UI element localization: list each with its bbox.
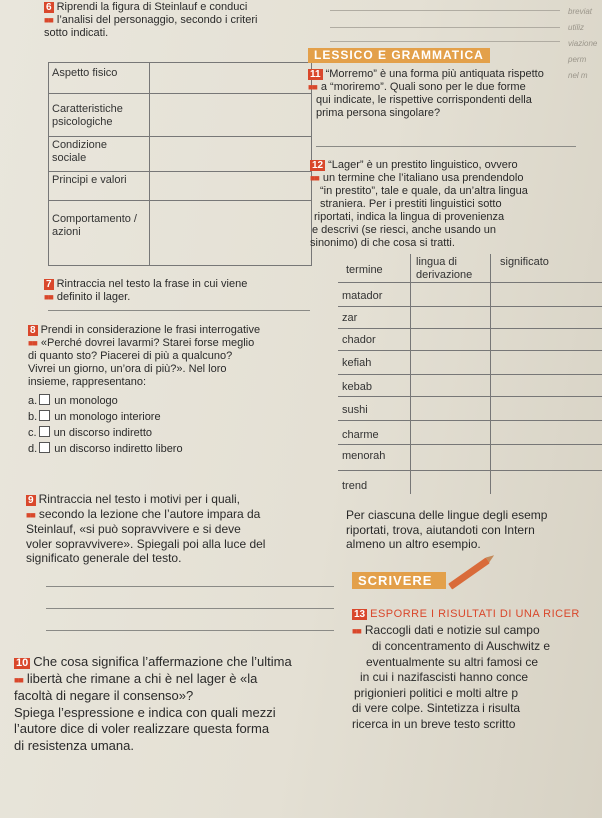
- exercise-text: ricerca in un breve testo scritto: [352, 716, 516, 731]
- exercise-text: significato generale del testo.: [26, 551, 182, 565]
- exercise-text: Che cosa significa l’affermazione che l’ultima: [33, 654, 292, 669]
- exercise-number: 11: [310, 69, 321, 80]
- exercise-text: a “moriremo”. Quali sono per le due forme: [320, 81, 526, 93]
- exercise-number: 10: [16, 657, 29, 669]
- exercise-heading: ESPORRE I RISULTATI DI UNA RICER: [370, 608, 580, 620]
- answer-cell[interactable]: [150, 63, 311, 265]
- exercise-9: [26, 492, 336, 566]
- lessico-banner: LESSICO E GRAMMATICA: [308, 48, 490, 63]
- exercise-text: facoltà di negare il consenso»?: [14, 688, 194, 703]
- exercise-text: «Perché dovrei lavarmi? Starei forse meglio: [40, 337, 255, 349]
- column-header: termine: [346, 264, 383, 276]
- exercise-text: straniera. Per i prestiti linguistici sotto: [320, 198, 502, 210]
- exercise-text: di concentramento di Auschwitz e: [372, 639, 551, 653]
- exercise-text: di quanto sto? Piacerei di più a qualcuno?: [28, 350, 233, 362]
- term-cell: matador: [342, 290, 383, 302]
- column-header: lingua di derivazione: [416, 256, 473, 281]
- term-cell: zar: [342, 312, 358, 324]
- exercise-text: Raccogli dati e notizie sul campo: [364, 622, 540, 637]
- table-row-label: Comportamento / azioni: [52, 213, 137, 238]
- exercise-number: 9: [28, 495, 34, 506]
- exercise-text: sotto indicati.: [44, 27, 109, 39]
- exercise-text: l’analisi del personaggio, secondo i criteri: [56, 14, 258, 26]
- margin-note: viazione: [568, 39, 598, 48]
- option-a[interactable]: a. un monologo: [28, 395, 118, 407]
- scrivere-banner: SCRIVERE: [352, 572, 446, 589]
- exercise-text: Steinlauf, «si può sopravvivere e si deve: [26, 522, 241, 536]
- exercise-text: Vivrei un giorno, un’ora di più?». Nel loro: [28, 363, 227, 375]
- exercise-text: l’autore dice di voler realizzare questa forma: [14, 721, 270, 736]
- exercise-text: Rintraccia nel testo i motivi per i quali,: [38, 492, 240, 506]
- exercise-text: di vere colpe. Sintetizza i risulta: [352, 701, 521, 715]
- exercise-text: secondo la lezione che l’autore impara da: [38, 506, 261, 521]
- exercise-text: e descrivi (se riesci, anche usando un: [312, 224, 497, 236]
- exercise-text: riportati, indica la lingua di provenienza: [314, 211, 505, 223]
- term-cell: trend: [342, 480, 368, 492]
- exercise-13: [352, 606, 602, 732]
- exercise-number: 6: [46, 2, 52, 13]
- margin-note: perm: [568, 55, 587, 64]
- exercise-text: “Lager” è un prestito linguistico, ovvero: [328, 159, 518, 171]
- exercise-text: “in prestito”, tale e quale, da un’altra lingua: [320, 185, 528, 197]
- term-cell: sushi: [342, 404, 368, 416]
- margin-note: nel m: [568, 71, 588, 80]
- checkbox[interactable]: [39, 410, 50, 421]
- table-row-label: Caratteristiche psicologiche: [52, 103, 123, 128]
- term-cell: kebab: [342, 381, 372, 393]
- difficulty-icon: ■■: [28, 338, 37, 348]
- exercise-text: definito il lager.: [56, 291, 131, 303]
- exercise-text: almeno un altro esempio.: [346, 537, 481, 551]
- exercise-text: Spiega l’espressione e indica con quali mezzi: [14, 704, 276, 720]
- difficulty-icon: ■■: [352, 625, 361, 636]
- exercise-text: di resistenza umana.: [14, 737, 134, 753]
- exercise-text: sinonimo) di che cosa si tratti.: [310, 237, 455, 249]
- difficulty-icon: ■■: [26, 509, 35, 520]
- pencil-icon: [448, 557, 490, 589]
- exercise-text: Per ciascuna delle lingue degli esemp: [346, 508, 548, 522]
- exercise-11: [308, 68, 578, 120]
- exercise-text: prigionieri politici e molti altre p: [354, 685, 519, 700]
- exercise-text: Riprendi la figura di Steinlauf e conduci: [56, 1, 248, 13]
- difficulty-icon: ■■: [14, 674, 23, 685]
- term-cell: kefiah: [342, 357, 372, 369]
- exercise-text: qui indicate, le rispettive corrispondenti della: [316, 94, 532, 106]
- exercise-text: Rintraccia nel testo la frase in cui viene: [56, 278, 248, 290]
- term-cell: charme: [342, 429, 379, 441]
- option-b[interactable]: b. un monologo interiore: [28, 411, 161, 423]
- loanwords-table: [338, 254, 602, 494]
- exercise-number: 8: [30, 325, 36, 336]
- exercise-text: libertà che rimane a chi è nel lager è «la: [26, 670, 258, 686]
- checkbox[interactable]: [39, 442, 50, 453]
- difficulty-icon: ■■: [308, 82, 317, 92]
- difficulty-icon: ■■: [44, 292, 53, 302]
- exercise-text: prima persona singolare?: [316, 107, 441, 119]
- difficulty-icon: ■■: [310, 173, 319, 183]
- exercise-text: in cui i nazifascisti hanno conce: [360, 670, 529, 684]
- loanwords-followup: [346, 508, 602, 552]
- difficulty-icon: ■■: [44, 15, 53, 25]
- table-row-label: Aspetto fisico: [52, 67, 118, 79]
- checkbox[interactable]: [39, 426, 50, 437]
- exercise-text: Prendi in considerazione le frasi interrogative: [40, 324, 261, 336]
- exercise-12: [310, 159, 580, 250]
- exercise-number: 13: [354, 609, 366, 620]
- exercise-6: [44, 1, 324, 40]
- exercise-7: [44, 278, 324, 304]
- exercise-10: [14, 654, 344, 754]
- option-d[interactable]: d. un discorso indiretto libero: [28, 443, 183, 455]
- exercise-number: 12: [312, 160, 324, 171]
- checkbox[interactable]: [39, 394, 50, 405]
- margin-note: breviat: [568, 7, 593, 16]
- character-analysis-table: [48, 62, 312, 266]
- margin-note: utiliz: [568, 23, 585, 32]
- exercise-text: insieme, rappresentano:: [28, 376, 147, 388]
- term-cell: menorah: [342, 450, 386, 462]
- exercise-8: [28, 324, 328, 456]
- table-row-label: Condizione sociale: [52, 139, 108, 164]
- exercise-text: un termine che l’italiano usa prendendolo: [322, 172, 524, 184]
- table-row-label: Principi e valori: [52, 174, 127, 186]
- exercise-text: eventualmente su altri famosi ce: [366, 654, 539, 669]
- column-header: significato: [500, 256, 549, 268]
- exercise-text: riportati, trova, aiutandoti con Intern: [346, 522, 535, 537]
- option-c[interactable]: c. un discorso indiretto: [28, 427, 153, 439]
- exercise-text: “Morremo” è una forma più antiquata rispetto: [325, 68, 544, 80]
- exercise-text: voler sopravvivere». Spiegali poi alla luce del: [26, 536, 266, 551]
- exercise-number: 7: [46, 279, 52, 290]
- term-cell: chador: [342, 334, 376, 346]
